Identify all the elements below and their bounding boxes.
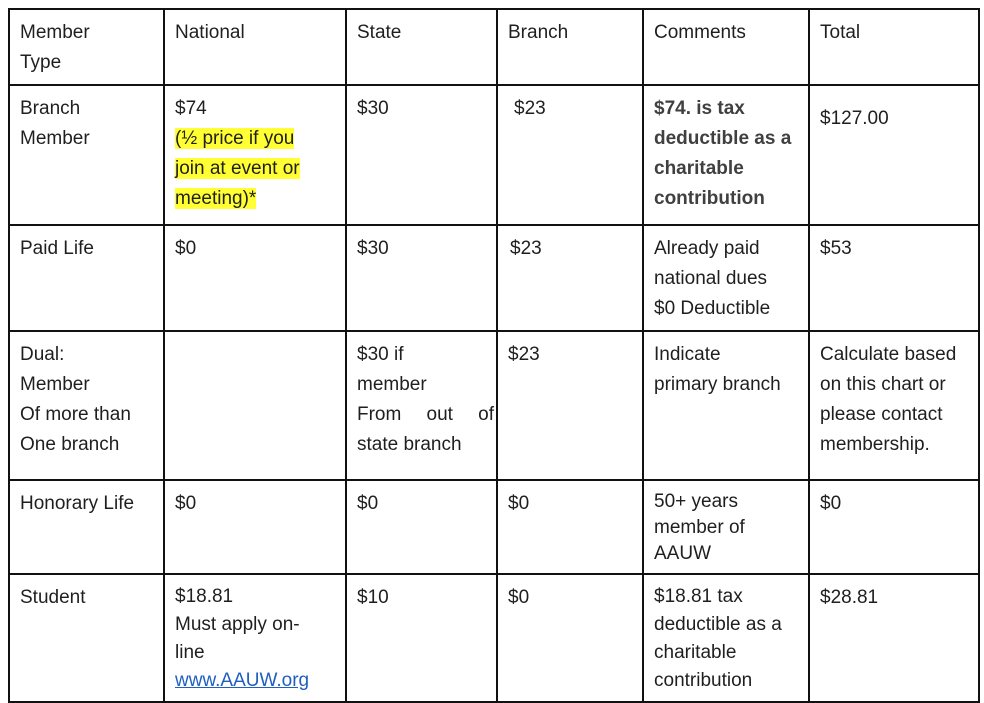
header-member-type: Member Type: [9, 9, 164, 85]
cell-comments: $74. is tax deductible as a charitable contribution: [643, 85, 809, 225]
header-state: State: [346, 9, 497, 85]
table-row-honorary-life: [9, 480, 979, 574]
cell-comments: Indicate primary branch: [643, 331, 809, 480]
highlighted-note: meeting)*: [175, 188, 257, 209]
cell-state: $30 if member From out of state branch: [346, 331, 497, 480]
header-national: National: [164, 9, 346, 85]
membership-dues-table: [8, 8, 980, 703]
cell-comments: Already paid national dues $0 Deductible: [643, 225, 809, 331]
table-row-paid-life: [9, 225, 979, 331]
cell-national: $18.81 Must apply on- line www.AAUW.org: [164, 574, 346, 702]
cell-total: $127.00: [809, 85, 979, 225]
table-row-branch-member: [9, 85, 979, 225]
cell-state: $0: [346, 480, 497, 574]
highlighted-note: join at event or: [175, 158, 300, 179]
cell-member-type: Honorary Life: [9, 480, 164, 574]
cell-member-type: Paid Life: [9, 225, 164, 331]
cell-comments: $18.81 tax deductible as a charitable contribution: [643, 574, 809, 702]
cell-branch: $23: [497, 225, 643, 331]
highlighted-note: (½ price if you: [175, 128, 295, 149]
cell-state: $10: [346, 574, 497, 702]
cell-total: $0: [809, 480, 979, 574]
cell-total: $28.81: [809, 574, 979, 702]
cell-branch: $0: [497, 574, 643, 702]
cell-national: $74 (½ price if you join at event or meeting)*: [164, 85, 346, 225]
cell-branch: $23: [497, 85, 643, 225]
cell-member-type: Student: [9, 574, 164, 702]
cell-national: $0: [164, 225, 346, 331]
cell-national: $0: [164, 480, 346, 574]
cell-total: $53: [809, 225, 979, 331]
cell-member-type: Dual: Member Of more than One branch: [9, 331, 164, 480]
header-total: Total: [809, 9, 979, 85]
aauw-website-link[interactable]: www.AAUW.org: [175, 670, 310, 691]
cell-state: $30: [346, 225, 497, 331]
header-branch: Branch: [497, 9, 643, 85]
cell-branch: $23: [497, 331, 643, 480]
cell-member-type: Branch Member: [9, 85, 164, 225]
cell-total: Calculate based on this chart or please contact membership.: [809, 331, 979, 480]
table-row-dual: [9, 331, 979, 480]
cell-branch: $0: [497, 480, 643, 574]
table-header-row: [9, 9, 979, 85]
header-comments: Comments: [643, 9, 809, 85]
cell-national: [164, 331, 346, 480]
table-row-student: [9, 574, 979, 702]
cell-state: $30: [346, 85, 497, 225]
cell-comments: 50+ years member of AAUW: [643, 480, 809, 574]
